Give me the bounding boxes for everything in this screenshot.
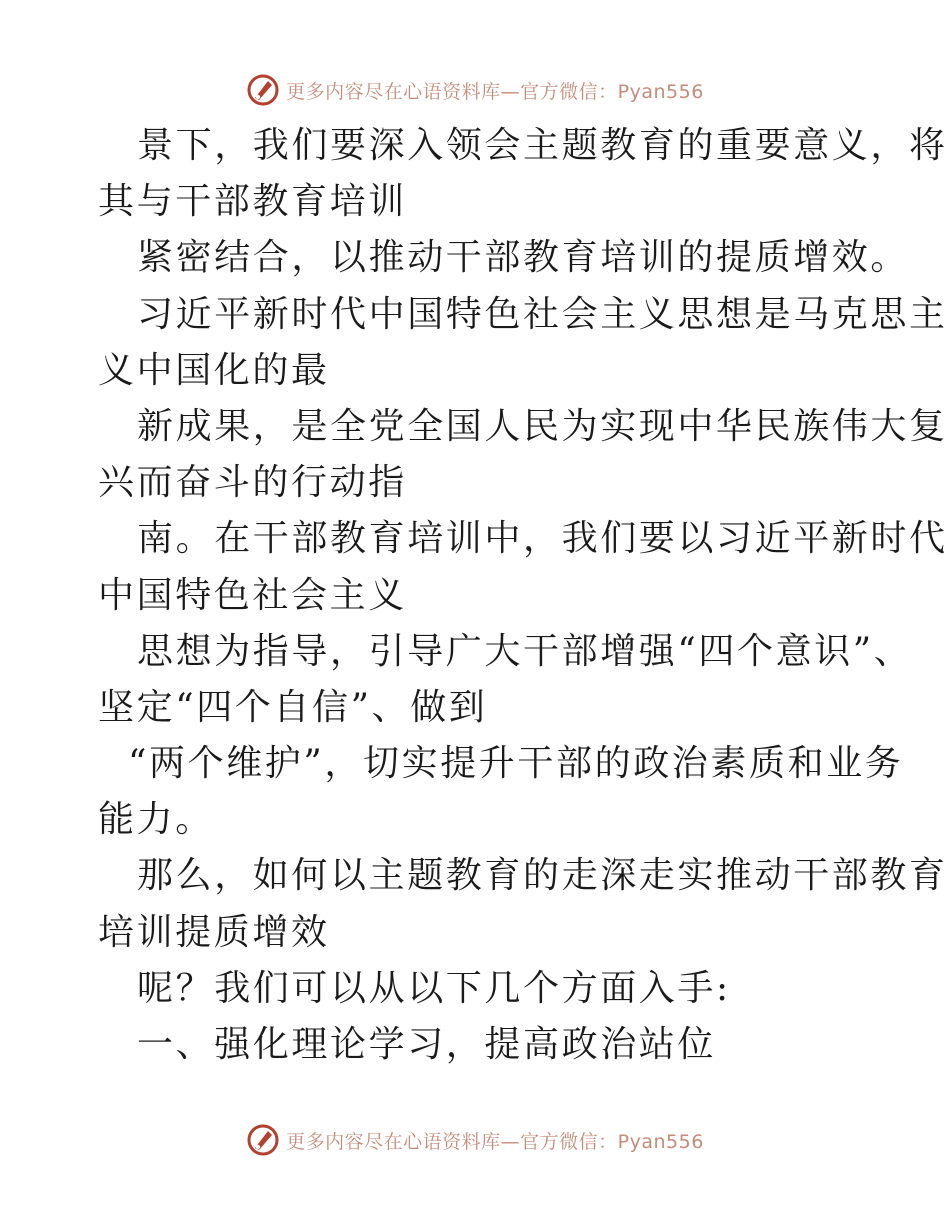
text-line: 思想为指导，引导广大干部增强“四个意识”、 — [137, 630, 913, 672]
text-line: “两个维护”，切实提升干部的政治素质和业务 — [128, 743, 904, 785]
text-line: 紧密结合，以推动干部教育培训的提质增效。 — [137, 237, 910, 279]
text-line: 那么，如何以主题教育的走深走实推动干部教育 — [137, 855, 948, 897]
text-line: 兴而奋斗的行动指 — [98, 462, 407, 504]
watermark-text: 更多内容尽在心语资料库—官方微信：Pyan556 — [286, 80, 704, 103]
text-line: 其与干部教育培训 — [98, 181, 407, 223]
watermark-text: 更多内容尽在心语资料库—官方微信：Pyan556 — [286, 1130, 704, 1153]
pen-nib-logo-icon — [246, 1123, 280, 1157]
header-watermark — [0, 70, 950, 110]
text-line: 习近平新时代中国特色社会主义思想是马克思主 — [137, 293, 948, 335]
text-line: 新成果，是全党全国人民为实现中华民族伟大复 — [137, 405, 948, 447]
text-line: 义中国化的最 — [98, 349, 330, 391]
document-body — [98, 118, 948, 1073]
text-line: 培训提质增效 — [98, 911, 330, 953]
text-line: 景下，我们要深入领会主题教育的重要意义，将 — [137, 125, 948, 166]
text-line: 呢？我们可以从以下几个方面入手: — [137, 967, 731, 1009]
footer-watermark — [0, 1120, 950, 1160]
text-line: 能力。 — [98, 799, 214, 841]
text-line: 中国特色社会主义 — [98, 574, 407, 616]
pen-nib-logo-icon — [246, 73, 280, 107]
text-line: 南。在干部教育培训中，我们要以习近平新时代 — [137, 518, 948, 560]
text-line: 坚定“四个自信”、做到 — [98, 686, 488, 728]
section-heading: 一、强化理论学习，提高政治站位 — [137, 1024, 717, 1065]
